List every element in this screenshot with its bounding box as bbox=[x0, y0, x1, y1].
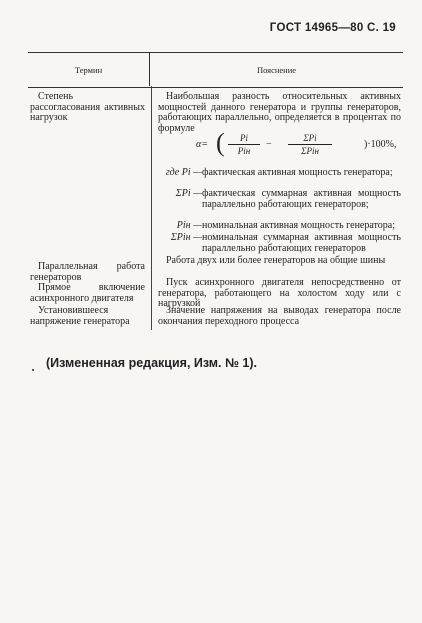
definition-text: номинальная активная мощность генератора; bbox=[202, 220, 395, 231]
definition-symbol: ΣPi — bbox=[175, 188, 202, 199]
explanation-3: Пуск асинхронного двигателя непосредственно от генератора, работающего на холостом ходу или с нагрузкой bbox=[158, 277, 401, 309]
definition-symbol: Piн — bbox=[176, 220, 202, 231]
formula-frac1-num: Pi bbox=[240, 133, 248, 143]
term-4: Установившееся напряжение генератора bbox=[30, 305, 130, 327]
running-title: ГОСТ 14965—80 С. 19 bbox=[269, 22, 396, 34]
term-3: Прямое включение асинхронного двигателя bbox=[30, 282, 145, 304]
term-2: Параллельная работа генераторов bbox=[30, 261, 145, 283]
explanation-4: Значение напряжения на выводах генератора после окончания переходного процесса bbox=[158, 305, 401, 327]
formula-frac1-den: Piн bbox=[237, 146, 251, 156]
formula-lhs: α= bbox=[196, 139, 208, 150]
definition-text: номинальная суммарная активная мощность параллельно работающих генераторов bbox=[202, 232, 401, 254]
formula-fraction-2 bbox=[288, 132, 332, 157]
definition-text: фактическая суммарная активная мощность параллельно работающих генераторов; bbox=[202, 188, 401, 210]
table-header bbox=[28, 52, 403, 88]
definition-symbol: где Pi — bbox=[165, 167, 202, 178]
formula-minus: − bbox=[266, 139, 272, 150]
column-divider bbox=[151, 86, 152, 330]
formula-frac2-num: ΣPi bbox=[303, 133, 317, 143]
term-1: Степень рассогласования активных нагрузок bbox=[30, 91, 145, 123]
explanation-2: Работа двух или более генераторов на общие шины bbox=[166, 255, 386, 266]
column-divider-header bbox=[149, 52, 150, 86]
definition-text: фактическая активная мощность генератора; bbox=[202, 167, 393, 178]
formula-open-paren: ( bbox=[216, 128, 225, 157]
formula-frac2-den: ΣPiн bbox=[301, 146, 319, 156]
amendment-note: (Измененная редакция, Изм. № 1). bbox=[46, 356, 257, 370]
dot-mark bbox=[32, 369, 34, 371]
formula bbox=[196, 130, 396, 160]
definition-symbol: ΣPiн — bbox=[170, 232, 202, 243]
formula-fraction-1 bbox=[228, 132, 260, 157]
explanation-1: Наибольшая разность относительных активных мощностей данного генератора и группы генераторов, работающих параллельно, определяется в процентах по формуле bbox=[158, 91, 401, 134]
column-header-explanation: Пояснение bbox=[256, 65, 297, 75]
column-header-terms: Термин bbox=[74, 65, 103, 75]
formula-tail: )·100%, bbox=[364, 139, 397, 150]
